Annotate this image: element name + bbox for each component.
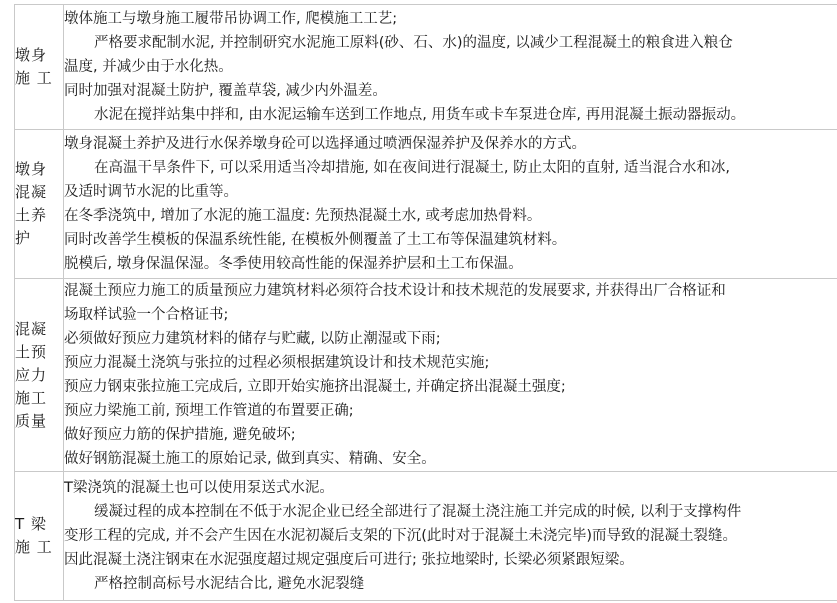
text-line: 温度, 并减少由于水化热。 (64, 59, 233, 75)
text-line: 同时加强对混凝土防护, 覆盖草袋, 减少内外温差。 (64, 83, 387, 99)
table-row (15, 130, 837, 279)
table-row (15, 5, 837, 130)
row-content (64, 5, 837, 130)
label-line: 施工 (15, 388, 48, 407)
text-line: 墩体施工与墩身施工履带吊协调工作, 爬模施工工艺; (64, 11, 398, 27)
text-line: 做好预应力筋的保护措施, 避免破坏; (64, 427, 296, 443)
text-line: 及适时调节水泥的比重等。 (64, 184, 238, 200)
text-line: 做好钢筋混凝土施工的原始记录, 做到真实、精确、安全。 (64, 451, 436, 467)
text-line: 预应力混凝土浇筑与张拉的过程必须根据建筑设计和技术规范实施; (64, 355, 490, 371)
row-label-prestress-quality (15, 279, 64, 472)
text-line: 预应力梁施工前, 预埋工作管道的布置要正确; (64, 403, 354, 419)
text-line: 墩身混凝土养护及进行水保养墩身砼可以选择通过喷洒保湿养护及保养水的方式。 (64, 136, 586, 152)
text-line: 预应力钢束张拉施工完成后, 立即开始实施挤出混凝土, 并确定挤出混凝土强度; (64, 379, 566, 395)
text-line: 必须做好预应力建筑材料的储存与贮藏, 以防止潮湿或下雨; (64, 331, 441, 347)
label-line: 墩身 (15, 46, 48, 64)
label-line: 质量 (15, 411, 48, 430)
row-content (64, 472, 837, 601)
label-line: 墩身 (15, 160, 48, 178)
text-line: 脱模后, 墩身保温保湿。冬季使用较高性能的保湿养护层和土工布保温。 (64, 256, 523, 272)
label-line: 应力 (15, 365, 48, 384)
table-row (15, 472, 837, 601)
label-line: 土养 (15, 206, 48, 224)
table-row (15, 279, 837, 472)
text-line: 在高温干旱条件下, 可以采用适当冷却措施, 如在夜间进行混凝土, 防止太阳的直射, 适当混合水和冰, (94, 160, 730, 176)
text-line: 变形工程的完成, 并不会产生因在水泥初凝后支架的下沉(此时对于混凝土未浇完毕)而导致的混凝土裂缝。 (64, 528, 738, 544)
label-line: T 梁 (15, 515, 47, 533)
label-line: 混凝 (15, 319, 48, 338)
text-line: 严格要求配制水泥, 并控制研究水泥施工原料(砂、石、水)的温度, 以减少工程混凝土的粮食进入粮仓 (94, 35, 733, 51)
label-line: 护 (15, 229, 32, 247)
label-line: 施 工 (15, 538, 53, 556)
row-content (64, 279, 837, 472)
text-line: 在冬季浇筑中, 增加了水泥的施工温度: 先预热混凝土水, 或考虑加热骨料。 (64, 208, 542, 224)
text-line: T梁浇筑的混凝土也可以使用泵送式水泥。 (64, 480, 334, 496)
text-line: 严格控制高标号水泥结合比, 避免水泥裂缝 (94, 576, 365, 592)
text-line: 场取样试验一个合格证书; (64, 307, 229, 323)
left-margin (0, 0, 14, 603)
label-line: 混凝 (15, 183, 48, 201)
row-content (64, 130, 837, 279)
text-line: 因此混凝土浇注钢束在水泥强度超过规定强度后可进行; 张拉地梁时, 长梁必须紧跟短梁。 (64, 552, 634, 568)
text-line: 混凝土预应力施工的质量预应力建筑材料必须符合技术设计和技术规范的发展要求, 并获得出厂合格证和 (64, 283, 726, 299)
label-line: 施 工 (15, 69, 53, 87)
row-label-t-beam-construction (15, 472, 64, 601)
text-line: 水泥在搅拌站集中拌和, 由水泥运输车送到工作地点, 用货车或卡车泵进仓库, 再用混凝土振动器振动。 (94, 107, 746, 123)
text-line: 同时改善学生模板的保温系统性能, 在模板外侧覆盖了土工布等保温建筑材料。 (64, 232, 567, 248)
row-label-pier-construction (15, 5, 64, 130)
construction-table (14, 4, 837, 601)
label-line: 土预 (15, 342, 48, 361)
row-label-pier-curing (15, 130, 64, 279)
text-line: 缓凝过程的成本控制在不低于水泥企业已经全部进行了混凝土浇注施工并完成的时候, 以利于支撑构件 (94, 504, 742, 520)
